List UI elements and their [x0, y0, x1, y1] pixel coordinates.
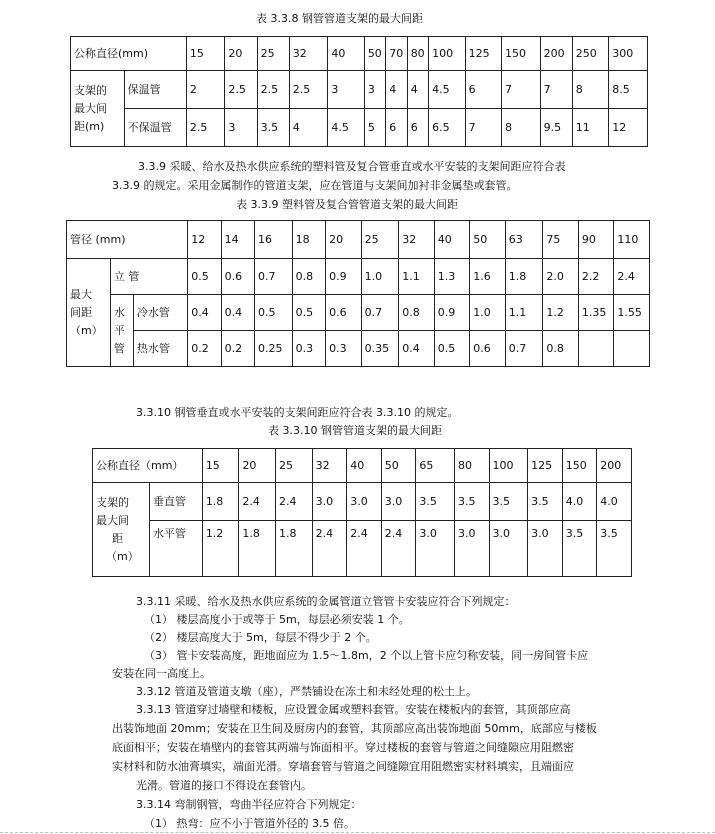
- paragraph-3-3-9-line-2: 3.3.9 的规定。采用金属制作的管道支架，应在管道与支架间加衬非金属垫或套管。: [112, 179, 518, 192]
- table-cell: 0.5: [292, 295, 325, 331]
- table-cell: 2.4: [312, 521, 347, 577]
- table-cell: 0.2: [188, 331, 221, 367]
- horizontal-label-char: 水: [113, 305, 125, 319]
- table-cell: 0.2: [221, 331, 254, 367]
- table-cell: 0.7: [361, 295, 399, 331]
- table-cell: 14: [221, 221, 254, 259]
- table-cell: [614, 331, 650, 367]
- horizontal-label-char: 管: [113, 341, 125, 355]
- paragraph-3-3-11: 3.3.11 采暖、给水及热水供应系统的金属管道立管管卡安装应符合下列规定：: [136, 595, 516, 608]
- table-cell: 2: [186, 71, 225, 109]
- table-cell: 1.8: [276, 521, 313, 577]
- table-cell: 1.8: [202, 483, 239, 521]
- table-cell: 40: [328, 37, 364, 71]
- table-cell: 50: [381, 449, 416, 483]
- table-cell: 3.5: [597, 521, 632, 577]
- header-label: 公称直径(mm): [71, 37, 187, 71]
- table-cell: 1.55: [614, 295, 650, 331]
- table-cell: 0.5: [188, 259, 221, 295]
- table-cell: 3: [328, 71, 364, 109]
- table-cell: 300: [609, 37, 648, 71]
- table-cell: 150: [562, 449, 597, 483]
- table-cell: 1.6: [470, 259, 506, 295]
- table-cell: 0.6: [221, 259, 254, 295]
- table-cell: 20: [225, 37, 257, 71]
- table-cell: 0.5: [434, 331, 470, 367]
- table-cell: 0.3: [326, 331, 362, 367]
- table-cell: 3.0: [489, 521, 528, 577]
- table-cell: 0.25: [255, 331, 293, 367]
- row-label: 保温管: [124, 71, 186, 109]
- table-cell: 3.5: [257, 109, 289, 147]
- table-cell: 0.4: [221, 295, 254, 331]
- row-label: 热水管: [133, 331, 187, 367]
- table-cell: 0.35: [361, 331, 399, 367]
- table-cell: 0.4: [399, 331, 435, 367]
- table-cell: 90: [578, 221, 614, 259]
- table-cell: 20: [239, 449, 276, 483]
- table-cell: 4: [386, 71, 407, 109]
- table-cell: 125: [465, 37, 501, 71]
- table-3-3-10-caption: 表 3.3.10 钢管管道支架的最大间距: [268, 424, 442, 437]
- table-cell: 4.5: [328, 109, 364, 147]
- table-cell: 4.0: [597, 483, 632, 521]
- table-cell: 3.5: [489, 483, 528, 521]
- table-cell: 6: [407, 109, 428, 147]
- table-cell: 0.9: [434, 295, 470, 331]
- table-3-3-9: [66, 220, 650, 367]
- table-cell: 1.1: [505, 295, 543, 331]
- table-row: [67, 259, 650, 295]
- table-cell: 40: [434, 221, 470, 259]
- paragraph-3-3-13-line-5: 光滑。管道的接口不得设在套管内。: [136, 779, 312, 792]
- table-cell: 2.5: [225, 71, 257, 109]
- table-cell: 0.6: [326, 295, 362, 331]
- group-label-line: 距(m): [74, 119, 105, 133]
- group-label: [71, 71, 125, 147]
- row-label: 冷水管: [133, 295, 187, 331]
- table-cell: 2.2: [578, 259, 614, 295]
- table-cell: 9.5: [540, 109, 572, 147]
- group-label-line: （m）: [70, 323, 103, 337]
- paragraph-3-3-10: 3.3.10 钢管垂直或水平安装的支架间距应符合表 3.3.10 的规定。: [136, 406, 459, 419]
- group-label-line: 支架的: [74, 83, 107, 97]
- table-cell: 6: [386, 109, 407, 147]
- table-cell: 0.4: [188, 295, 221, 331]
- table-cell: 0.3: [292, 331, 325, 367]
- paragraph-3-3-13-line-3: 底面相平；安装在墙壁内的套管其两端与饰面相平。穿过楼板的套管与管道之间缝隙应用阻燃密: [112, 741, 574, 754]
- table-cell: 70: [386, 37, 407, 71]
- table-cell: 65: [416, 449, 455, 483]
- table-cell: [578, 331, 614, 367]
- paragraph-3-3-13-line-2: 出装饰地面 20mm；安装在卫生间及厨房内的套管，其顶部应高出装饰地面 50mm，底部应与楼板: [112, 722, 597, 735]
- table-cell: 7: [502, 71, 541, 109]
- table-row: [67, 331, 650, 367]
- table-cell: 0.8: [543, 331, 579, 367]
- table-cell: 3: [364, 71, 385, 109]
- table-cell: 3.0: [454, 521, 489, 577]
- group-label-line: （m）: [106, 549, 139, 563]
- table-cell: 3.5: [416, 483, 455, 521]
- row-label: 垂直管: [149, 483, 202, 521]
- table-cell: 50: [364, 37, 385, 71]
- horizontal-label-char: 平: [113, 323, 125, 337]
- table-cell: 0.7: [505, 331, 543, 367]
- table-cell: 150: [502, 37, 541, 71]
- table-cell: 3.0: [416, 521, 455, 577]
- table-row: [71, 71, 648, 109]
- table-cell: 4: [289, 109, 328, 147]
- table-cell: 2.5: [186, 109, 225, 147]
- table-cell: 3.0: [381, 483, 416, 521]
- horizontal-pipe-label: [110, 295, 133, 367]
- table-cell: 75: [543, 221, 579, 259]
- table-cell: 63: [505, 221, 543, 259]
- list-item-continuation: 安装在同一高度上。: [112, 667, 211, 680]
- table-row: [67, 221, 650, 259]
- table-cell: 5: [364, 109, 385, 147]
- table-3-3-9-caption: 表 3.3.9 塑料管及复合管管道支架的最大间距: [236, 198, 458, 211]
- table-row: [93, 483, 632, 521]
- table-cell: 200: [597, 449, 632, 483]
- table-cell: 0.9: [326, 259, 362, 295]
- group-label-line: 最大: [70, 287, 92, 301]
- table-cell: 12: [609, 109, 648, 147]
- table-cell: 1.0: [361, 259, 399, 295]
- table-cell: 1.35: [578, 295, 614, 331]
- paragraph-3-3-12: 3.3.12 管道及管道支墩（座），严禁铺设在冻土和未经处理的松土上。: [136, 685, 477, 698]
- paragraph-3-3-14: 3.3.14 弯制钢管，弯曲半径应符合下列规定：: [136, 798, 362, 811]
- header-label: 管径 (mm): [67, 221, 188, 259]
- table-cell: 40: [347, 449, 382, 483]
- table-cell: 2.4: [239, 483, 276, 521]
- table-cell: 7: [540, 71, 572, 109]
- paragraph-3-3-13-line-1: 3.3.13 管道穿过墙壁和楼板，应设置金属或塑料套管。安装在楼板内的套管，其顶部应高: [136, 703, 571, 716]
- table-cell: 3: [225, 109, 257, 147]
- table-cell: 1.0: [470, 295, 506, 331]
- table-cell: 20: [326, 221, 362, 259]
- table-cell: 200: [540, 37, 572, 71]
- table-cell: 1.8: [239, 521, 276, 577]
- table-cell: 8: [502, 109, 541, 147]
- table-cell: 12: [188, 221, 221, 259]
- table-cell: 25: [361, 221, 399, 259]
- list-item: （2） 楼层高度大于 5m，每层不得少于 2 个。: [144, 631, 377, 644]
- table-cell: 1.2: [202, 521, 239, 577]
- table-cell: 3.0: [347, 483, 382, 521]
- table-cell: 100: [489, 449, 528, 483]
- table-cell: 8: [572, 71, 608, 109]
- table-3-3-8: [70, 36, 648, 147]
- table-cell: 1.8: [505, 259, 543, 295]
- list-item: （1） 楼层高度小于或等于 5m，每层必须安装 1 个。: [144, 613, 410, 626]
- table-cell: 4.0: [562, 483, 597, 521]
- table-cell: 2.4: [381, 521, 416, 577]
- table-row: [67, 295, 650, 331]
- table-cell: 11: [572, 109, 608, 147]
- table-cell: 15: [202, 449, 239, 483]
- group-label: [67, 259, 111, 367]
- table-cell: 6: [465, 71, 501, 109]
- table-cell: 100: [429, 37, 465, 71]
- table-cell: 6.5: [429, 109, 465, 147]
- table-cell: 1.1: [399, 259, 435, 295]
- table-cell: 0.7: [255, 259, 293, 295]
- list-item: （1） 热弯：应不小于管道外径的 3.5 倍。: [144, 817, 355, 830]
- table-3-3-8-caption: 表 3.3.8 钢管管道支架的最大间距: [256, 12, 423, 25]
- list-item: （3） 管卡安装高度，距地面应为 1.5～1.8m，2 个以上管卡应匀称安装，同一房间管卡应: [144, 649, 589, 662]
- table-cell: 2.4: [614, 259, 650, 295]
- table-cell: 250: [572, 37, 608, 71]
- header-label: 公称直径（mm）: [93, 449, 203, 483]
- table-cell: 18: [292, 221, 325, 259]
- table-cell: 3.5: [528, 483, 563, 521]
- table-cell: 16: [255, 221, 293, 259]
- group-label-line: 最大间: [74, 101, 107, 115]
- table-cell: 2.5: [289, 71, 328, 109]
- table-cell: 32: [289, 37, 328, 71]
- group-label-line: 间距: [70, 305, 92, 319]
- group-label-line: 最大间: [96, 513, 129, 527]
- table-3-3-10: [92, 448, 632, 577]
- table-row: [71, 37, 648, 71]
- group-label-line: 支架的: [96, 495, 129, 509]
- table-cell: 0.5: [255, 295, 293, 331]
- group-label-line: 距: [112, 531, 123, 545]
- table-cell: 3.0: [528, 521, 563, 577]
- page-edge-divider: [0, 832, 715, 833]
- table-cell: 32: [399, 221, 435, 259]
- table-cell: 2.5: [257, 71, 289, 109]
- table-cell: 32: [312, 449, 347, 483]
- table-cell: 15: [186, 37, 225, 71]
- table-cell: 2.4: [276, 483, 313, 521]
- table-cell: 80: [407, 37, 428, 71]
- table-cell: 110: [614, 221, 650, 259]
- table-cell: 25: [257, 37, 289, 71]
- table-cell: 0.8: [399, 295, 435, 331]
- row-label: 立 管: [110, 259, 187, 295]
- paragraph-3-3-13-line-4: 实材料和防水油膏填实，端面光滑。穿墙套管与管道之间缝隙宜用阻燃密实材料填实，且端面应: [112, 760, 574, 773]
- table-cell: 0.6: [470, 331, 506, 367]
- table-cell: 25: [276, 449, 313, 483]
- table-cell: 3.5: [454, 483, 489, 521]
- table-cell: 50: [470, 221, 506, 259]
- table-cell: 2.0: [543, 259, 579, 295]
- table-cell: 7: [465, 109, 501, 147]
- paragraph-3-3-9-line-1: 3.3.9 采暖、给水及热水供应系统的塑料管及复合管垂直或水平安装的支架间距应符合表: [138, 160, 566, 173]
- table-row: [71, 109, 648, 147]
- table-cell: 4.5: [429, 71, 465, 109]
- table-cell: 80: [454, 449, 489, 483]
- table-cell: 1.3: [434, 259, 470, 295]
- table-cell: 2.4: [347, 521, 382, 577]
- table-cell: 0.8: [292, 259, 325, 295]
- table-row: [93, 449, 632, 483]
- row-label: 不保温管: [124, 109, 186, 147]
- table-cell: 3.5: [562, 521, 597, 577]
- table-row: [93, 521, 632, 577]
- table-cell: 8.5: [609, 71, 648, 109]
- group-label: [93, 483, 150, 577]
- row-label: 水平管: [149, 521, 202, 577]
- table-cell: 3.0: [312, 483, 347, 521]
- table-cell: 1.2: [543, 295, 579, 331]
- table-cell: 4: [407, 71, 428, 109]
- table-cell: 125: [528, 449, 563, 483]
